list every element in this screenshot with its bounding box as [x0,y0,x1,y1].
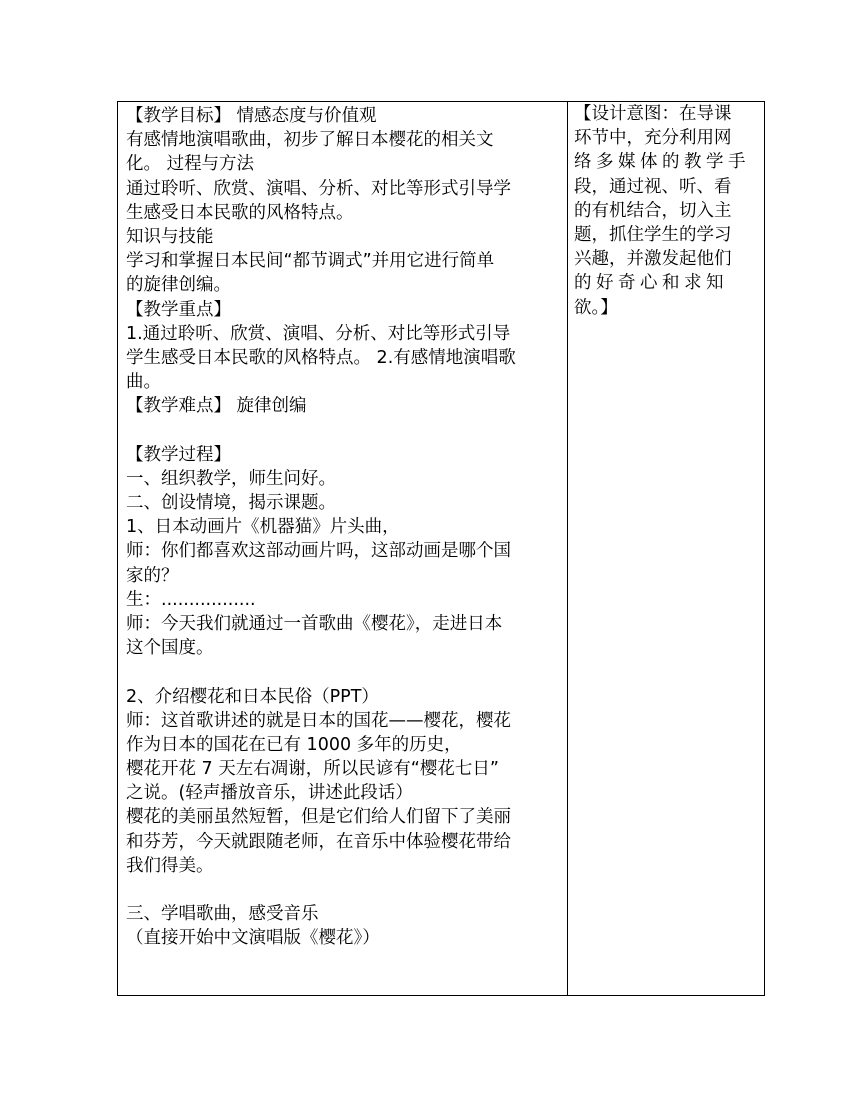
text-line: 学习和掌握日本民间“都节调式”并用它进行简单 [126,251,495,272]
text-line: 1、日本动画片《机器猫》片头曲， [126,517,400,538]
text-line: 二、创设情境，揭示课题。 [126,493,336,513]
text-line: 樱花开花 7 天左右凋谢，所以民谚有“樱花七日” [126,759,499,780]
text-line: 一、组织教学，师生问好。 [126,468,336,489]
blank-line [126,878,563,902]
text-line: 学生感受日本民歌的风格特点。 2.有感情地演唱歌 [126,347,516,368]
text-line: 的旋律创编。 [126,275,231,296]
text-line: 【教学目标】 情感态度与价值观 [126,106,377,126]
design-intent-cell [568,102,765,996]
text-line: 段，通过视、听、看 [574,176,732,197]
text-line: 通过聆听、欣赏、演唱、分析、对比等形式引导学 [126,178,511,199]
text-line: 【教学过程】 [126,444,231,465]
design-intent-text [568,102,764,320]
text-line: 化。 过程与方法 [126,154,255,175]
text-line: 师：这首歌讲述的就是日本的国花——樱花，樱花 [126,710,511,731]
text-line: 家的？ [126,565,179,586]
text-line: 之说。(轻声播放音乐，讲述此段话） [126,783,413,804]
blank-line [126,660,563,684]
text-line: 的有机结合，切入主 [574,200,732,221]
text-line: 这个国度。 [126,638,214,659]
text-line: 2、介绍樱花和日本民俗（PPT） [126,686,379,707]
text-line: 师：你们都喜欢这部动画片吗，这部动画是哪个国 [126,541,511,562]
text-line: 兴趣，并激发起他们 [574,249,732,270]
table-row [118,102,765,996]
text-line: 欲。】 [574,297,618,318]
text-line: 【教学难点】 旋律创编 [126,396,307,417]
text-line: 环节中，充分利用网 [574,128,732,149]
teaching-content-text [118,102,567,951]
text-line: 曲。 [126,372,161,393]
text-line: 作为日本的国花在已有 1000 多年的历史， [126,734,462,755]
text-line: 师：今天我们就通过一首歌曲《樱花》，走进日本 [126,613,503,634]
text-line: 的好奇心和求知 [574,273,728,294]
text-line: 【教学重点】 [126,299,231,320]
text-line: 有感情地演唱歌曲，初步了解日本樱花的相关文 [126,130,494,151]
text-line: 生：................. [126,589,256,610]
text-line: 樱花的美丽虽然短暂，但是它们给人们留下了美丽 [126,807,511,828]
text-line: 和芬芳，今天就跟随老师，在音乐中体验樱花带给 [126,831,511,852]
text-line: 生感受日本民歌的风格特点。 [126,202,354,223]
blank-line [126,418,563,442]
text-line: （直接开始中文演唱版《樱花》） [126,928,380,949]
text-line: 络多媒体的教学手 [574,152,750,173]
teaching-content-cell [118,102,568,996]
text-line: 三、学唱歌曲，感受音乐 [126,904,319,925]
text-line: 我们得美。 [126,855,214,876]
text-line: 题，抓住学生的学习 [574,224,732,245]
lesson-plan-table [117,101,765,996]
text-line: 1.通过聆听、欣赏、演唱、分析、对比等形式引导 [126,323,511,344]
text-line: 【设计意图：在导课 [574,104,732,124]
text-line: 知识与技能 [126,226,214,247]
